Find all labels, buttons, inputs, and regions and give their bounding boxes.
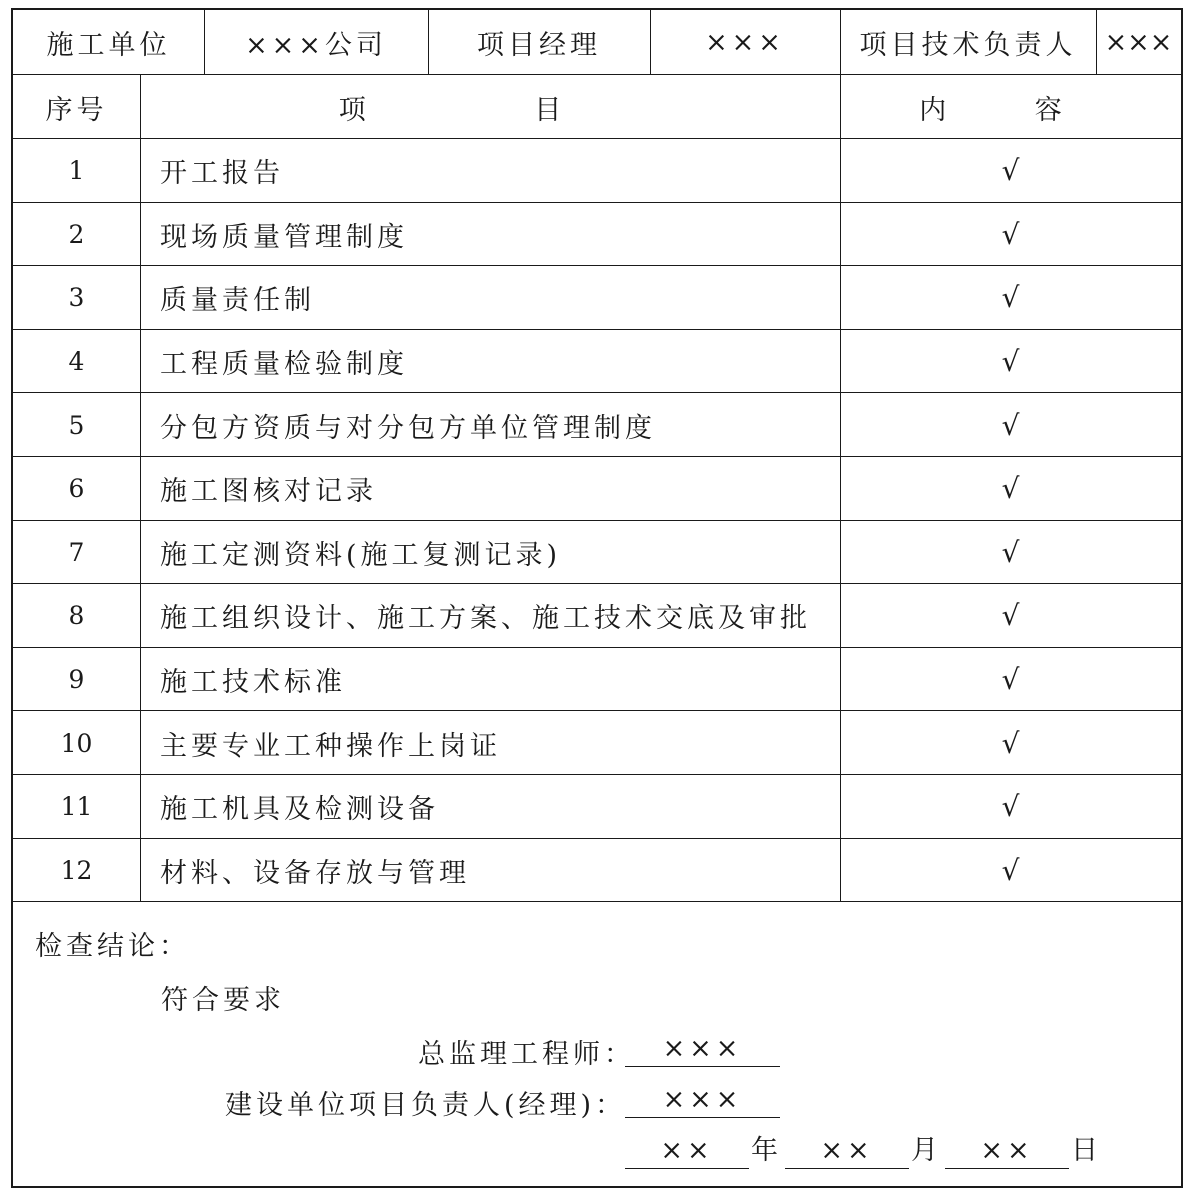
date-day-label: 日 xyxy=(1071,1135,1102,1166)
row-check-mark: √ xyxy=(1001,853,1020,887)
row-check-mark: √ xyxy=(1001,281,1020,315)
construction-unit-label: 施工单位 xyxy=(46,30,171,61)
row-number: 3 xyxy=(68,283,85,313)
row-number: 1 xyxy=(68,156,85,186)
row-number: 4 xyxy=(68,347,85,377)
row-number: 10 xyxy=(60,728,93,758)
date-month-value: ×× xyxy=(785,1134,909,1169)
row-item: 分包方资质与对分包方单位管理制度 xyxy=(160,412,656,444)
row-item: 施工定测资料(施工复测记录) xyxy=(160,539,562,571)
row-item: 施工技术标准 xyxy=(160,667,346,699)
row-check-mark: √ xyxy=(1001,535,1020,569)
row-check-mark: √ xyxy=(1001,217,1020,251)
row-item: 现场质量管理制度 xyxy=(160,221,408,253)
header-divider-4 xyxy=(840,10,841,74)
row-check-mark: √ xyxy=(1001,408,1020,442)
row-check-mark: √ xyxy=(1001,472,1020,506)
construction-unit-value: ×××公司 xyxy=(245,30,387,61)
row-item: 开工报告 xyxy=(160,158,284,190)
row-item: 质量责任制 xyxy=(160,285,315,317)
row-number: 5 xyxy=(68,410,85,440)
column-content-header: 内 容 xyxy=(919,94,1102,126)
row-check-mark: √ xyxy=(1001,790,1020,824)
row-number: 9 xyxy=(68,665,85,695)
chief-supervisor-value: ××× xyxy=(625,1032,780,1067)
row-check-mark: √ xyxy=(1001,663,1020,697)
column-header-divider xyxy=(13,138,1181,139)
chief-supervisor-label: 总监理工程师： xyxy=(418,1039,635,1070)
project-manager-label: 项目经理 xyxy=(477,30,601,61)
row-number: 11 xyxy=(60,792,93,822)
date-year-label: 年 xyxy=(751,1135,782,1166)
column-item-header: 项 目 xyxy=(338,94,642,126)
row-number: 6 xyxy=(68,474,85,504)
header-divider-3 xyxy=(650,10,651,74)
conclusion-text: 符合要求 xyxy=(161,985,285,1016)
header-divider-1 xyxy=(204,10,205,74)
content-column-divider xyxy=(840,74,841,902)
row-item: 主要专业工种操作上岗证 xyxy=(160,730,501,762)
header-divider-5 xyxy=(1096,10,1097,74)
column-index-header: 序号 xyxy=(45,94,108,126)
inspection-form xyxy=(11,8,1183,1188)
tech-lead-label: 项目技术负责人 xyxy=(859,30,1077,61)
row-check-mark: √ xyxy=(1001,345,1020,379)
conclusion-label: 检查结论： xyxy=(35,931,190,962)
row-number: 2 xyxy=(68,219,85,249)
header-divider-2 xyxy=(428,10,429,74)
row-item: 施工组织设计、施工方案、施工技术交底及审批 xyxy=(160,603,811,635)
date-year-value: ×× xyxy=(625,1134,749,1169)
row-check-mark: √ xyxy=(1001,599,1020,633)
row-item: 材料、设备存放与管理 xyxy=(160,857,470,889)
index-column-divider xyxy=(140,74,141,902)
row-divider xyxy=(13,901,1181,902)
row-check-mark: √ xyxy=(1001,726,1020,760)
row-number: 12 xyxy=(60,855,93,885)
row-number: 7 xyxy=(68,537,85,567)
row-number: 8 xyxy=(68,601,85,631)
owner-lead-label: 建设单位项目负责人(经理)： xyxy=(225,1090,627,1121)
date-day-value: ×× xyxy=(945,1134,1069,1169)
row-item: 施工图核对记录 xyxy=(160,476,377,508)
project-manager-value: ××× xyxy=(705,27,785,58)
row-item: 施工机具及检测设备 xyxy=(160,794,439,826)
row-item: 工程质量检验制度 xyxy=(160,349,408,381)
header-divider xyxy=(13,74,1181,75)
owner-lead-value: ××× xyxy=(625,1083,780,1118)
row-check-mark: √ xyxy=(1001,154,1020,188)
tech-lead-value: ××× xyxy=(1104,27,1173,58)
date-month-label: 月 xyxy=(911,1135,942,1166)
